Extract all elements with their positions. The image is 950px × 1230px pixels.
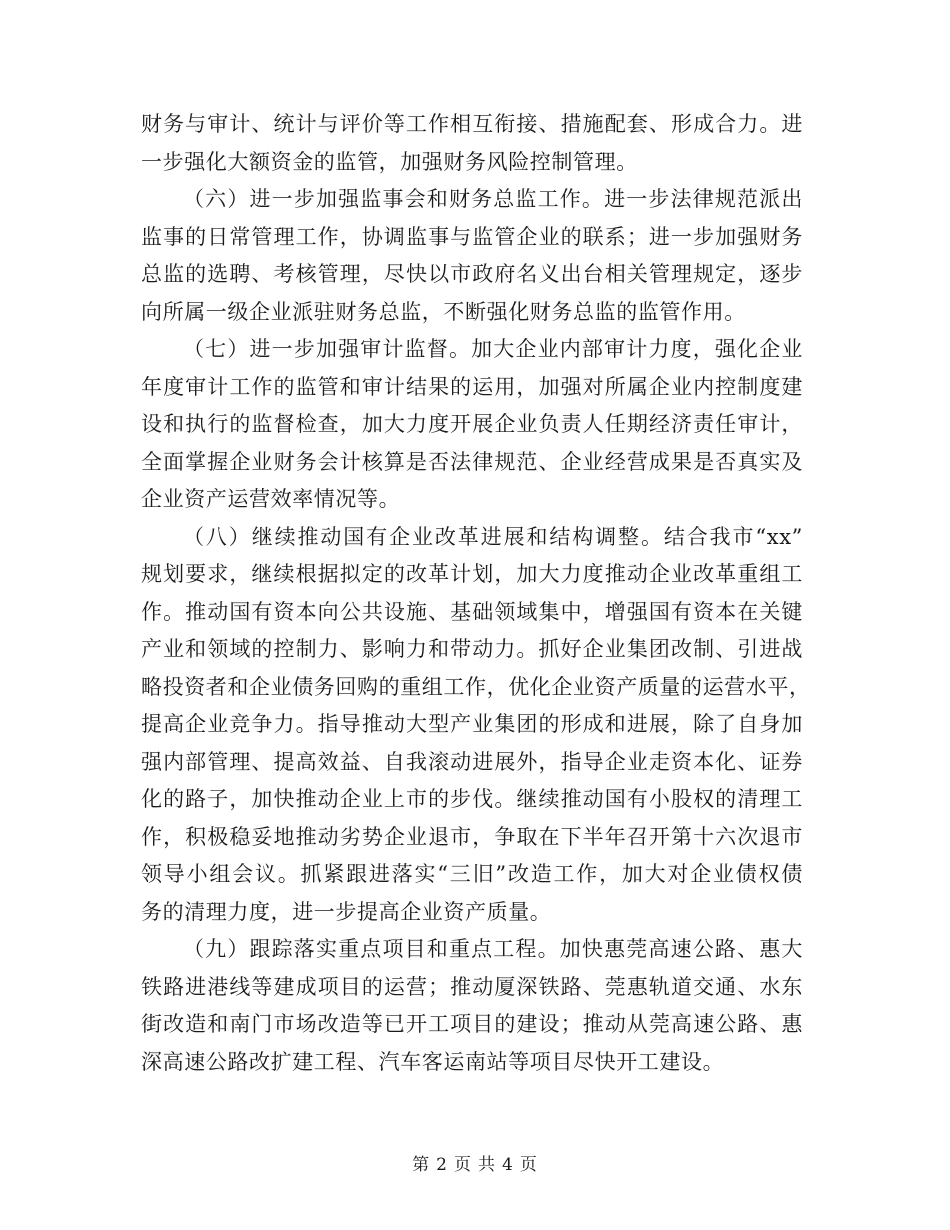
footer-page-word: 页 <box>454 1155 472 1175</box>
footer-prefix: 第 <box>412 1155 431 1175</box>
footer-of: 共 <box>478 1155 496 1175</box>
paragraph-line: 总监的选聘、考核管理，尽快以市政府名义出台相关管理规定，逐步 <box>141 262 803 286</box>
paragraph-line: 监事的日常管理工作，协调监事与监管企业的联系；进一步加强财务 <box>141 224 803 249</box>
paragraph-line: 作。推动国有资本向公共设施、基础领域集中，增强国有资本在关键 <box>141 599 803 624</box>
page-footer <box>0 1150 950 1175</box>
paragraph-line: 年度审计工作的监管和审计结果的运用，加强对所属企业内控制度建 <box>141 374 803 399</box>
paragraph-line: 深高速公路改扩建工程、汽车客运南站等项目尽快开工建设。 <box>141 1049 725 1074</box>
paragraph-line: 企业资产运营效率情况等。 <box>141 487 401 511</box>
paragraph-line: 提高企业竞争力。指导推动大型产业集团的形成和进展，除了自身加 <box>141 712 803 736</box>
paragraph-line: 作，积极稳妥地推动劣势企业退市，争取在下半年召开第十六次退市 <box>141 824 803 849</box>
paragraph <box>141 106 803 181</box>
paragraph-line: （九）跟踪落实重点项目和重点工程。加快惠莞高速公路、惠大 <box>183 937 803 961</box>
paragraph-line: 产业和领域的控制力、影响力和带动力。抓好企业集团改制、引进战 <box>141 637 803 661</box>
paragraph-line: 全面掌握企业财务会计核算是否法律规范、企业经营成果是否真实及 <box>141 449 803 474</box>
paragraph-line: 设和执行的监督检查，加大力度开展企业负责人任期经济责任审计， <box>141 412 803 436</box>
paragraph-line: 铁路进港线等建成项目的运营；推动厦深铁路、莞惠轨道交通、水东 <box>141 974 803 999</box>
paragraph-line: 向所属一级企业派驻财务总监，不断强化财务总监的监管作用。 <box>141 299 746 324</box>
paragraph-line: 领导小组会议。抓紧跟进落实“三旧”改造工作，加大对企业债权债 <box>141 862 803 886</box>
paragraph-line: （七）进一步加强审计监督。加大企业内部审计力度，强化企业 <box>183 337 803 361</box>
paragraph <box>141 181 803 331</box>
paragraph-line: 略投资者和企业债务回购的重组工作，优化企业资产质量的运营水平， <box>141 674 811 699</box>
paragraph-line: 化的路子，加快推动企业上市的步伐。继续推动国有小股权的清理工 <box>141 787 803 811</box>
paragraph-line: 财务与审计、统计与评价等工作相互衔接、措施配套、形成合力。进 <box>141 112 803 136</box>
document-body <box>141 106 811 1081</box>
footer-total-pages: 4 <box>502 1155 514 1175</box>
paragraph-line: 街改造和南门市场改造等已开工项目的建设；推动从莞高速公路、惠 <box>141 1012 803 1036</box>
paragraph-line: 强内部管理、提高效益、自我滚动进展外，指导企业走资本化、证券 <box>141 749 803 774</box>
paragraph <box>141 519 811 932</box>
footer-current-page: 2 <box>436 1155 448 1175</box>
paragraph <box>141 331 803 519</box>
paragraph-line: 务的清理力度，进一步提高企业资产质量。 <box>141 899 552 924</box>
paragraph-line: （六）进一步加强监事会和财务总监工作。进一步法律规范派出 <box>183 187 803 211</box>
paragraph-line: 一步强化大额资金的监管，加强财务风险控制管理。 <box>141 149 638 174</box>
paragraph <box>141 931 803 1081</box>
paragraph-line: （八）继续推动国有企业改革进展和结构调整。结合我市“xx” <box>183 524 803 549</box>
footer-suffix: 页 <box>519 1155 538 1175</box>
paragraph-line: 规划要求，继续根据拟定的改革计划，加大力度推动企业改革重组工 <box>141 562 803 586</box>
